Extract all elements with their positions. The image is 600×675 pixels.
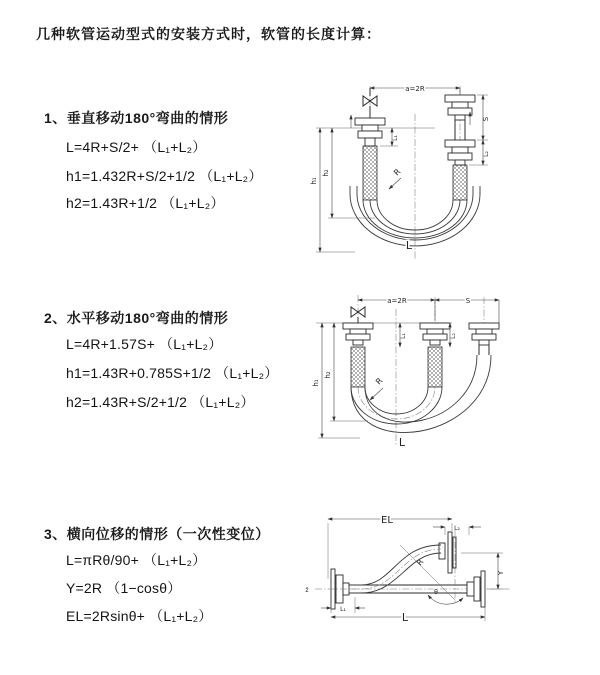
formula-line: h1=1.43R+0.785S+1/2 （L₁+L₂）: [66, 365, 279, 381]
diagram-vertical-180-bend: [303, 68, 575, 278]
dim-label-y: Y: [497, 570, 505, 576]
diagram-lateral-displacement: [295, 505, 600, 655]
dim-label-l2: L₂: [454, 525, 460, 532]
dim-label-l2: L₂: [450, 333, 457, 339]
moving-connector-near: [420, 323, 450, 387]
section-3-heading: 3、横向位移的情形（一次性变位）: [44, 526, 270, 542]
dim-label-a2r: a=2R: [405, 85, 425, 93]
radius-label: R: [414, 557, 426, 568]
dim-label-h2: h₂: [322, 169, 330, 177]
dim-label-a2r: a=2R: [387, 297, 407, 305]
left-connector: [355, 118, 385, 200]
dim-label-h2: h₂: [324, 371, 332, 379]
hose-u-bend: [351, 355, 491, 433]
page-title: 几种软管运动型式的安装方式时，软管的长度计算：: [36, 26, 381, 42]
upper-flange: [439, 532, 456, 573]
diagram-horizontal-180-bend: [310, 283, 600, 470]
formula-line: h1=1.432R+S/2+1/2 （L₁+L₂）: [66, 168, 263, 184]
formula-line: h2=1.43R+S/2+1/2 （L₁+L₂）: [66, 394, 255, 410]
radius-label: R: [374, 376, 385, 387]
formula-line: EL=2Rsinθ+ （L₁+L₂）: [66, 608, 213, 624]
dim-label-l1: L₁: [340, 606, 346, 613]
section-1-heading: 1、垂直移动180°弯曲的情形: [44, 110, 229, 126]
angle-label: θ: [434, 589, 438, 596]
dim-label-el: EL: [381, 515, 393, 526]
dim-label-l1: L₁: [400, 333, 407, 339]
dim-label-h1: h₁: [310, 177, 318, 185]
dim-label-s: S: [465, 297, 471, 305]
straight-pipe: [315, 571, 511, 607]
hose-s-curve: [349, 545, 441, 593]
length-label: L: [401, 611, 409, 624]
section-2-heading: 2、水平移动180°弯曲的情形: [44, 310, 229, 326]
axis-mark: z̄: [305, 587, 309, 594]
formula-line: Y=2R （1−cosθ）: [66, 580, 182, 596]
length-label: L: [398, 436, 406, 449]
radius-label: R: [392, 167, 403, 178]
dim-label-h1: h₁: [312, 379, 320, 387]
dim-label-l1: L₁: [392, 135, 399, 141]
dim-label-l2: L₂: [483, 151, 490, 157]
formula-line: L=4R+1.57S+ （L₁+L₂）: [66, 336, 223, 352]
formula-line: L=4R+S/2+ （L₁+L₂）: [66, 139, 207, 155]
dim-label-s: S: [482, 116, 490, 122]
formula-line: h2=1.43R+1/2 （L₁+L₂）: [66, 195, 225, 211]
length-label: L: [405, 239, 413, 252]
moving-connector-far: [469, 323, 499, 355]
fixed-connector: [343, 323, 373, 387]
formula-line: L=πRθ/90+ （L₁+L₂）: [66, 552, 207, 568]
right-connector: [445, 95, 475, 200]
